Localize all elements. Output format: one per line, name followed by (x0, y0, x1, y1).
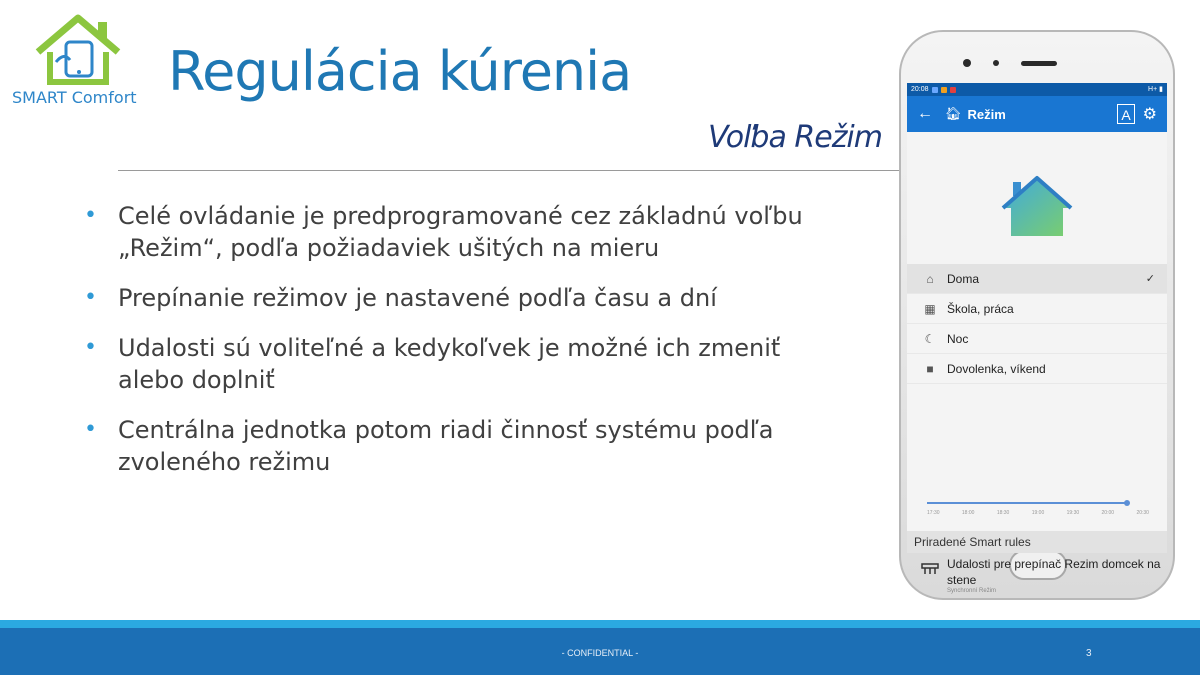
bullet-item: • Centrálna jednotka potom riadi činnosť systému podľa zvoleného režimu (84, 416, 774, 476)
logo-text: SMART Comfort (12, 88, 137, 107)
front-camera (963, 59, 971, 67)
rule-subtitle: Synchronní Režim (947, 588, 997, 594)
briefcase-icon: ■ (926, 361, 934, 376)
bullet-item: • Udalosti sú voliteľné a kedykoľvek je možné ich zmeniť alebo doplniť (84, 334, 781, 394)
mode-timeline-graph (927, 502, 1149, 516)
mode-item-skola-praca[interactable]: ▦ Škola, práca (907, 294, 1167, 324)
bullet-dot-icon: • (84, 203, 97, 228)
app-bar (907, 96, 1167, 132)
back-arrow-icon[interactable]: ← (917, 105, 933, 122)
bullet-item: • Prepínanie režimov je nastavené podľa času a dní (84, 284, 717, 312)
mode-item-dovolenka-vikend[interactable]: ■ Dovolenka, víkend (907, 354, 1167, 384)
phone-speaker (1021, 61, 1057, 66)
tick-label: 18:30 (996, 510, 1010, 516)
page-number: 3 (1086, 648, 1092, 659)
calendar-icon: ▦ (924, 301, 936, 316)
tick-label: 20:30 (1136, 510, 1149, 516)
bullet-dot-icon: • (84, 417, 97, 442)
check-icon: ✓ (1145, 273, 1155, 285)
status-bar (907, 83, 1167, 96)
house-icon: 🏠︎ (945, 106, 962, 121)
mode-item-noc[interactable]: ☾ Noc (907, 324, 1167, 354)
bullet-item: • Celé ovládanie je predprogramované cez základnú voľbu „Režim“, podľa požiadaviek ušitých na mieru (84, 202, 803, 262)
big-house-icon (1001, 174, 1073, 238)
slide-title: Regulácia kúrenia (168, 40, 632, 103)
tick-label: 19:30 (1066, 510, 1080, 516)
smart-comfort-logo (8, 12, 148, 108)
sensor (993, 60, 999, 66)
bullet-dot-icon: • (84, 335, 97, 360)
confidential-label: - CONFIDENTIAL - (561, 648, 639, 658)
tick-label: 18:00 (961, 510, 975, 516)
tick-label: 19:00 (1031, 510, 1045, 516)
mode-item-doma[interactable]: ⌂ Doma ✓ (907, 264, 1167, 294)
footer-bar (0, 628, 1200, 675)
phone-screen (907, 83, 1167, 594)
tick-label: 17:30 (927, 510, 940, 516)
timeline-line (927, 502, 1127, 504)
network-indicator: H+ (1148, 86, 1158, 93)
bullet-list (84, 200, 824, 496)
smart-rules-header: Priradené Smart rules (907, 531, 1167, 553)
switch-rule-icon (921, 556, 939, 594)
notification-icon (950, 87, 956, 93)
notification-icon (941, 87, 947, 93)
rule-title: Udalosti pre prepínač Rezim domcek na stene (947, 557, 1161, 587)
title-divider (118, 170, 900, 171)
timeline-ticks (927, 510, 1149, 516)
notification-icon (932, 87, 938, 93)
bullet-dot-icon: • (84, 285, 97, 310)
a-button[interactable]: A (1117, 104, 1135, 124)
mode-list (907, 264, 1167, 384)
app-title: Režim (967, 106, 1006, 122)
house-icon: ⌂ (926, 271, 934, 286)
signal-icon: ▮ (1159, 86, 1163, 93)
moon-icon: ☾ (924, 331, 936, 346)
gear-icon[interactable]: ⚙ (1142, 106, 1157, 123)
house-logo-icon (32, 12, 124, 90)
tick-label: 20:00 (1101, 510, 1115, 516)
smart-rule-item[interactable] (921, 556, 1161, 594)
status-time: 20:08 (911, 86, 929, 93)
slide-subtitle: Voľba Režim (707, 120, 882, 155)
footer-accent-stripe (0, 620, 1200, 628)
